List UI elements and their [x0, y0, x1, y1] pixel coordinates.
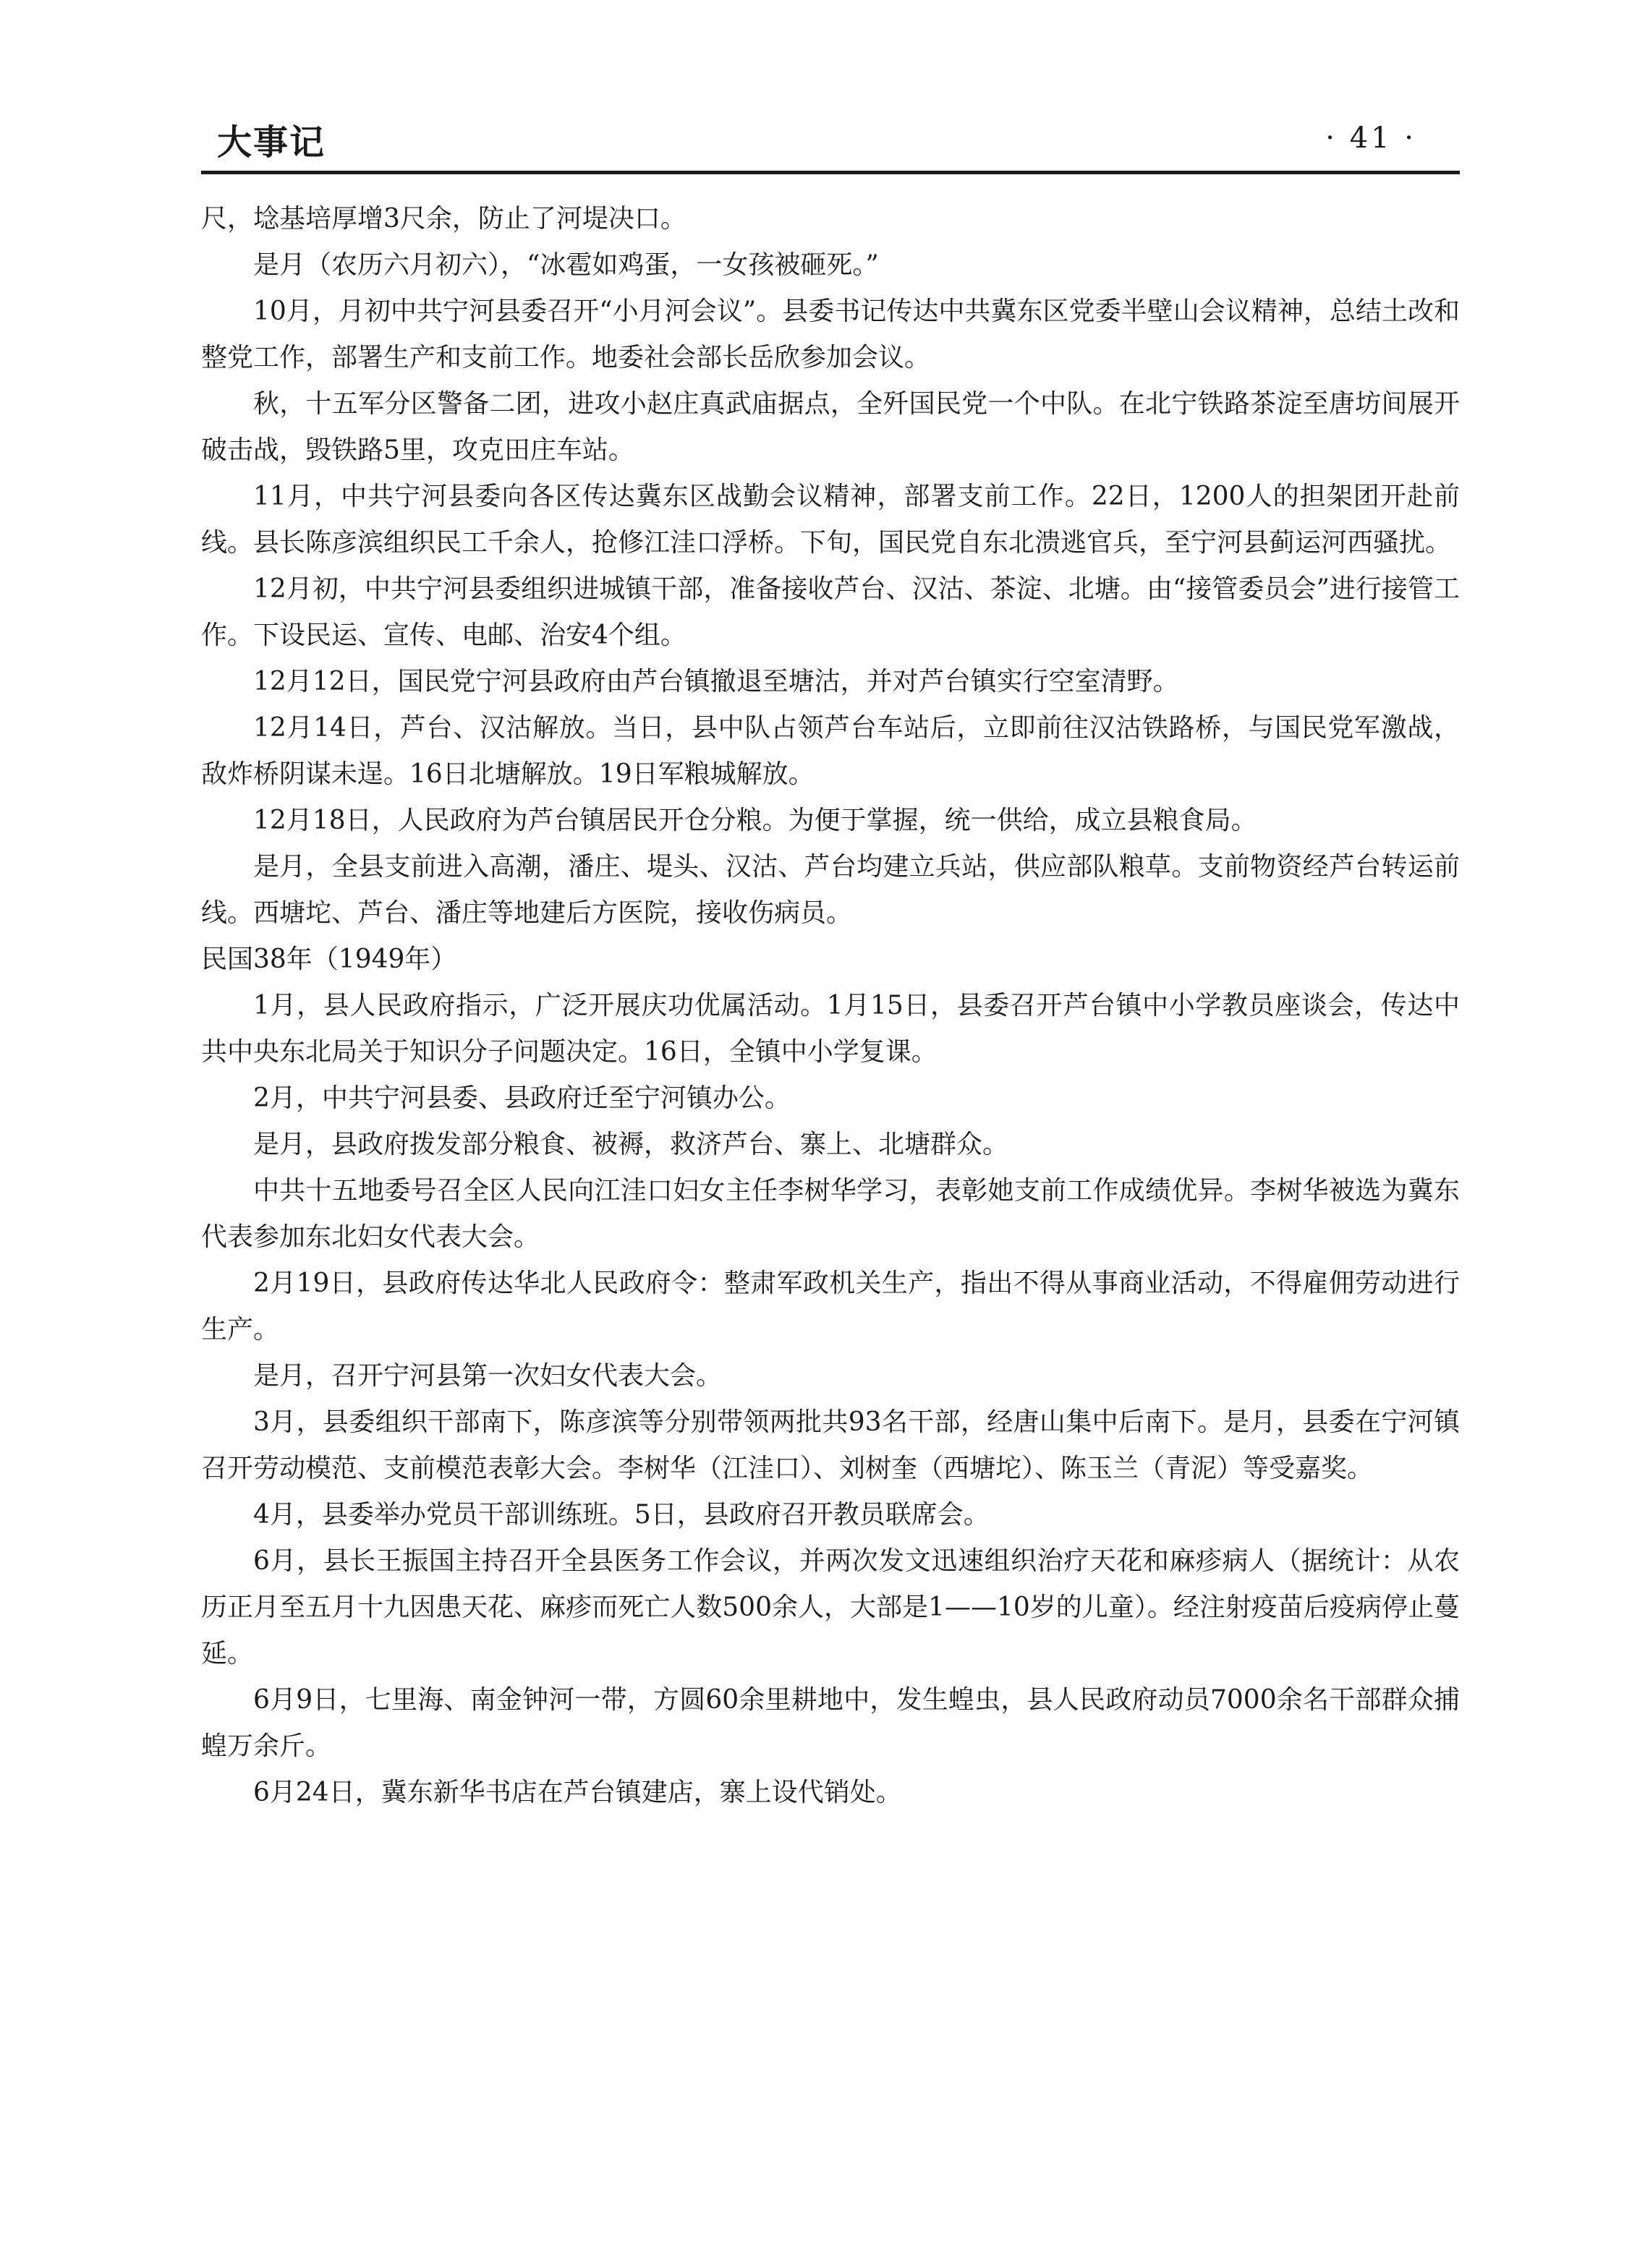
document-page — [201, 108, 1460, 1816]
paragraph: 1月，县人民政府指示，广泛开展庆功优属活动。1月15日，县委召开芦台镇中小学教员座谈会，传达中共中央东北局关于知识分子问题决定。16日，全镇中小学复课。 — [201, 991, 1460, 1067]
paragraph: 4月，县委举办党员干部训练班。5日，县政府召开教员联席会。 — [253, 1500, 990, 1530]
paragraph: 秋，十五军分区警备二团，进攻小赵庄真武庙据点，全歼国民党一个中队。在北宁铁路茶淀至唐坊间展开破击战，毁铁路5里，攻克田庄车站。 — [201, 389, 1460, 465]
paragraph: 6月，县长王振国主持召开全县医务工作会议，并两次发文迅速组织治疗天花和麻疹病人（据统计：从农历正月至五月十九因患天花、麻疹而死亡人数500余人，大部是1——10岁的儿童）。经注射疫苗后疫病停止蔓延。 — [201, 1546, 1460, 1668]
running-header — [201, 108, 1460, 174]
paragraph: 中共十五地委号召全区人民向江洼口妇女主任李树华学习，表彰她支前工作成绩优异。李树华被选为冀东代表参加东北妇女代表大会。 — [201, 1176, 1460, 1252]
paragraph: 尺，埝基培厚增3尺余，防止了河堤决口。 — [201, 204, 687, 234]
paragraph: 是月，召开宁河县第一次妇女代表大会。 — [253, 1361, 723, 1391]
paragraph: 3月，县委组织干部南下，陈彦滨等分别带领两批共93名干部，经唐山集中后南下。是月，县委在宁河镇召开劳动模范、支前模范表彰大会。李树华（江洼口）、刘树奎（西塘坨）、陈玉兰（青泥）等受嘉奖。 — [201, 1407, 1460, 1483]
paragraph: 是月，全县支前进入高潮，潘庄、堤头、汉沽、芦台均建立兵站，供应部队粮草。支前物资经芦台转运前线。西塘坨、芦台、潘庄等地建后方医院，接收伤病员。 — [201, 852, 1460, 928]
paragraph: 12月12日，国民党宁河县政府由芦台镇撤退至塘沽，并对芦台镇实行空室清野。 — [253, 667, 1179, 696]
paragraph: 6月24日，冀东新华书店在芦台镇建店，寨上设代销处。 — [253, 1778, 902, 1807]
paragraph: 2月19日，县政府传达华北人民政府令：整肃军政机关生产，指出不得从事商业活动，不得雇佣劳动进行生产。 — [201, 1269, 1460, 1344]
paragraph: 11月，中共宁河县委向各区传达冀东区战勤会议精神，部署支前工作。22日，1200人的担架团开赴前线。县长陈彦滨组织民工千余人，抢修江洼口浮桥。下旬，国民党自东北溃逃官兵，至宁河县蓟运河西骚扰。 — [201, 482, 1460, 558]
paragraph: 2月，中共宁河县委、县政府迁至宁河镇办公。 — [253, 1083, 791, 1113]
paragraph: 是月，县政府拨发部分粮食、被褥，救济芦台、寨上、北塘群众。 — [253, 1130, 1009, 1159]
page-number: · 41 · — [1325, 122, 1416, 155]
paragraph: 12月18日，人民政府为芦台镇居民开仓分粮。为便于掌握，统一供给，成立县粮食局。 — [253, 806, 1257, 835]
section-title: 大事记 — [217, 122, 326, 163]
paragraph: 12月初，中共宁河县委组织进城镇干部，准备接收芦台、汉沽、茶淀、北塘。由“接管委员会”进行接管工作。下设民运、宣传、电邮、治安4个组。 — [201, 574, 1460, 650]
paragraph: 6月9日，七里海、南金钟河一带，方圆60余里耕地中，发生蝗虫，县人民政府动员7000余名干部群众捕蝗万余斤。 — [201, 1685, 1460, 1761]
year-heading: 民国38年（1949年） — [201, 945, 457, 974]
body-text — [201, 196, 1460, 1816]
paragraph: 10月，月初中共宁河县委召开“小月河会议”。县委书记传达中共冀东区党委半壁山会议精神，总结土改和整党工作，部署生产和支前工作。地委社会部长岳欣参加会议。 — [201, 297, 1460, 372]
paragraph: 是月（农历六月初六），“冰雹如鸡蛋，一女孩被砸死。” — [253, 250, 879, 280]
paragraph: 12月14日，芦台、汉沽解放。当日，县中队占领芦台车站后，立即前往汉沽铁路桥，与国民党军激战，敌炸桥阴谋未逞。16日北塘解放。19日军粮城解放。 — [201, 713, 1460, 789]
